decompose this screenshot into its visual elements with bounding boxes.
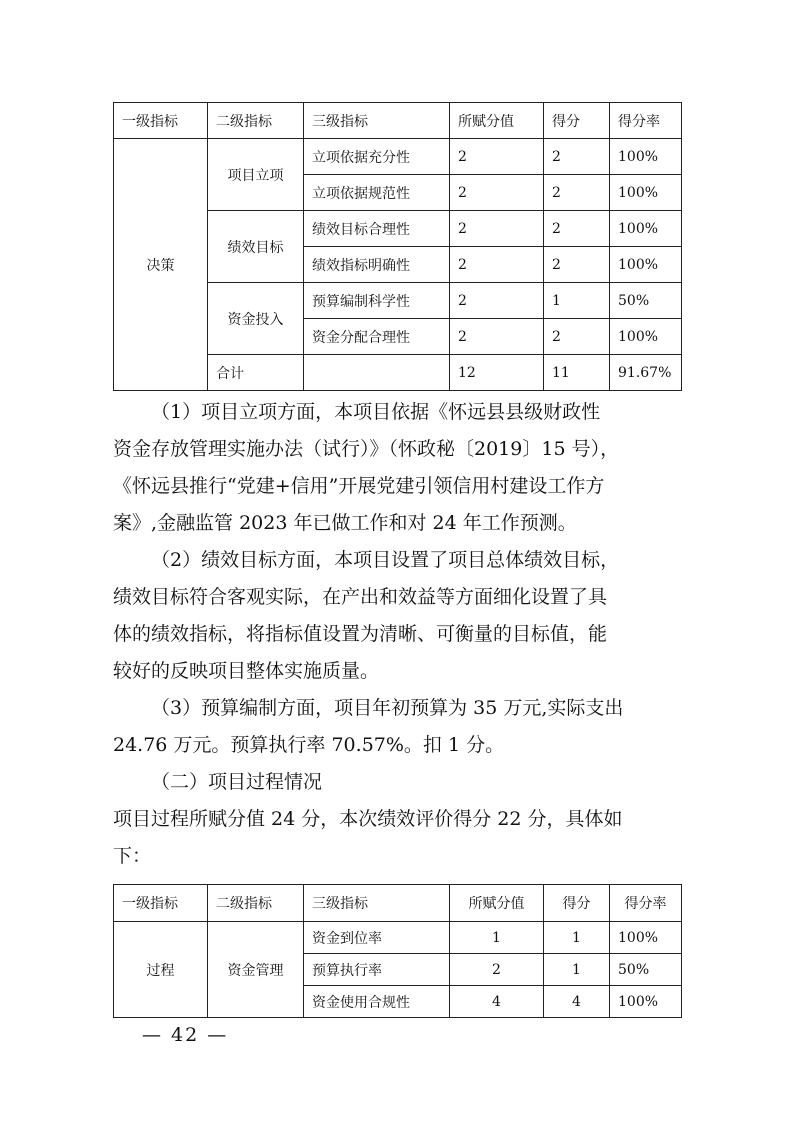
score-max-cell: 2 <box>450 211 544 247</box>
text-line: 项目过程所赋分值 24 分，本次绩效评价得分 22 分，具体如 <box>113 808 623 830</box>
paragraph-process-intro <box>113 801 681 875</box>
score-cell: 2 <box>544 139 610 175</box>
level3-cell: 资金分配合理性 <box>304 319 450 355</box>
rate-cell: 100% <box>610 211 682 247</box>
level3-cell: 立项依据充分性 <box>304 139 450 175</box>
rate-cell: 100% <box>610 986 682 1018</box>
level3-cell <box>304 355 450 391</box>
header-cell: 一级指标 <box>114 885 208 922</box>
total-rate-cell: 91.67% <box>610 355 682 391</box>
text-line: （1）项目立项方面，本项目依据《怀远县县级财政性 <box>151 401 601 423</box>
text-line: 《怀远县推行“党建+信用”开展党建引领信用村建设工作方 <box>113 475 605 497</box>
score-max-cell: 4 <box>450 986 544 1018</box>
score-max-cell: 2 <box>450 139 544 175</box>
header-cell: 得分率 <box>610 885 682 922</box>
process-score-table <box>113 884 682 1018</box>
rate-cell: 50% <box>610 283 682 319</box>
text-line: 案》,金融监管 2023 年已做工作和对 24 年工作预测。 <box>113 512 577 534</box>
score-cell: 1 <box>544 283 610 319</box>
level2-cell: 项目立项 <box>208 139 304 211</box>
paragraph-budget-preparation <box>113 690 681 764</box>
level3-cell: 立项依据规范性 <box>304 175 450 211</box>
rate-cell: 50% <box>610 954 682 986</box>
decision-score-table <box>113 102 682 391</box>
level3-cell: 资金使用合规性 <box>304 986 450 1018</box>
header-cell: 得分 <box>544 103 610 139</box>
header-cell: 一级指标 <box>114 103 208 139</box>
rate-cell: 100% <box>610 175 682 211</box>
text-line: 较好的反映项目整体实施质量。 <box>113 660 380 682</box>
score-max-cell: 2 <box>450 954 544 986</box>
total-label-cell: 合计 <box>208 355 304 391</box>
level3-cell: 资金到位率 <box>304 922 450 954</box>
header-cell: 所赋分值 <box>450 103 544 139</box>
score-max-cell: 2 <box>450 247 544 283</box>
text-line: 绩效目标符合客观实际，在产出和效益等方面细化设置了具 <box>113 586 608 608</box>
score-cell: 1 <box>544 954 610 986</box>
level3-cell: 预算执行率 <box>304 954 450 986</box>
total-score-max-cell: 12 <box>450 355 544 391</box>
score-cell: 2 <box>544 211 610 247</box>
rate-cell: 100% <box>610 247 682 283</box>
level1-cell: 决策 <box>114 139 208 391</box>
score-cell: 2 <box>544 175 610 211</box>
page-number: — 42 — <box>142 1024 229 1046</box>
score-max-cell: 2 <box>450 319 544 355</box>
text-line: （3）预算编制方面，项目年初预算为 35 万元,实际支出 <box>151 697 624 719</box>
level2-cell: 资金管理 <box>208 922 304 1018</box>
header-cell: 三级指标 <box>304 103 450 139</box>
level2-cell: 资金投入 <box>208 283 304 355</box>
level2-cell: 绩效目标 <box>208 211 304 283</box>
table-header-row <box>114 885 682 922</box>
score-max-cell: 2 <box>450 175 544 211</box>
level3-cell: 绩效目标合理性 <box>304 211 450 247</box>
level3-cell: 绩效指标明确性 <box>304 247 450 283</box>
header-cell: 二级指标 <box>208 103 304 139</box>
table-header-row <box>114 103 682 139</box>
text-line: 体的绩效指标，将指标值设置为清晰、可衡量的目标值，能 <box>113 623 608 645</box>
table-row <box>114 139 682 175</box>
text-line: （2）绩效目标方面，本项目设置了项目总体绩效目标， <box>151 549 620 571</box>
paragraph-project-initiation <box>113 394 681 542</box>
score-cell: 2 <box>544 247 610 283</box>
rate-cell: 100% <box>610 319 682 355</box>
header-cell: 得分率 <box>610 103 682 139</box>
score-max-cell: 1 <box>450 922 544 954</box>
score-cell: 4 <box>544 986 610 1018</box>
section-heading: （二）项目过程情况 <box>151 771 323 793</box>
score-cell: 1 <box>544 922 610 954</box>
text-line: 下： <box>113 845 152 867</box>
text-line: 24.76 万元。预算执行率 70.57%。扣 1 分。 <box>113 734 505 756</box>
table-row <box>114 922 682 954</box>
score-cell: 2 <box>544 319 610 355</box>
score-max-cell: 2 <box>450 283 544 319</box>
level1-cell: 过程 <box>114 922 208 1018</box>
text-line: 资金存放管理实施办法（试行）》（怀政秘〔2019〕15 号）， <box>113 438 620 460</box>
rate-cell: 100% <box>610 922 682 954</box>
header-cell: 所赋分值 <box>450 885 544 922</box>
header-cell: 二级指标 <box>208 885 304 922</box>
rate-cell: 100% <box>610 139 682 175</box>
total-score-cell: 11 <box>544 355 610 391</box>
header-cell: 得分 <box>544 885 610 922</box>
header-cell: 三级指标 <box>304 885 450 922</box>
level3-cell: 预算编制科学性 <box>304 283 450 319</box>
paragraph-performance-goals <box>113 542 681 690</box>
